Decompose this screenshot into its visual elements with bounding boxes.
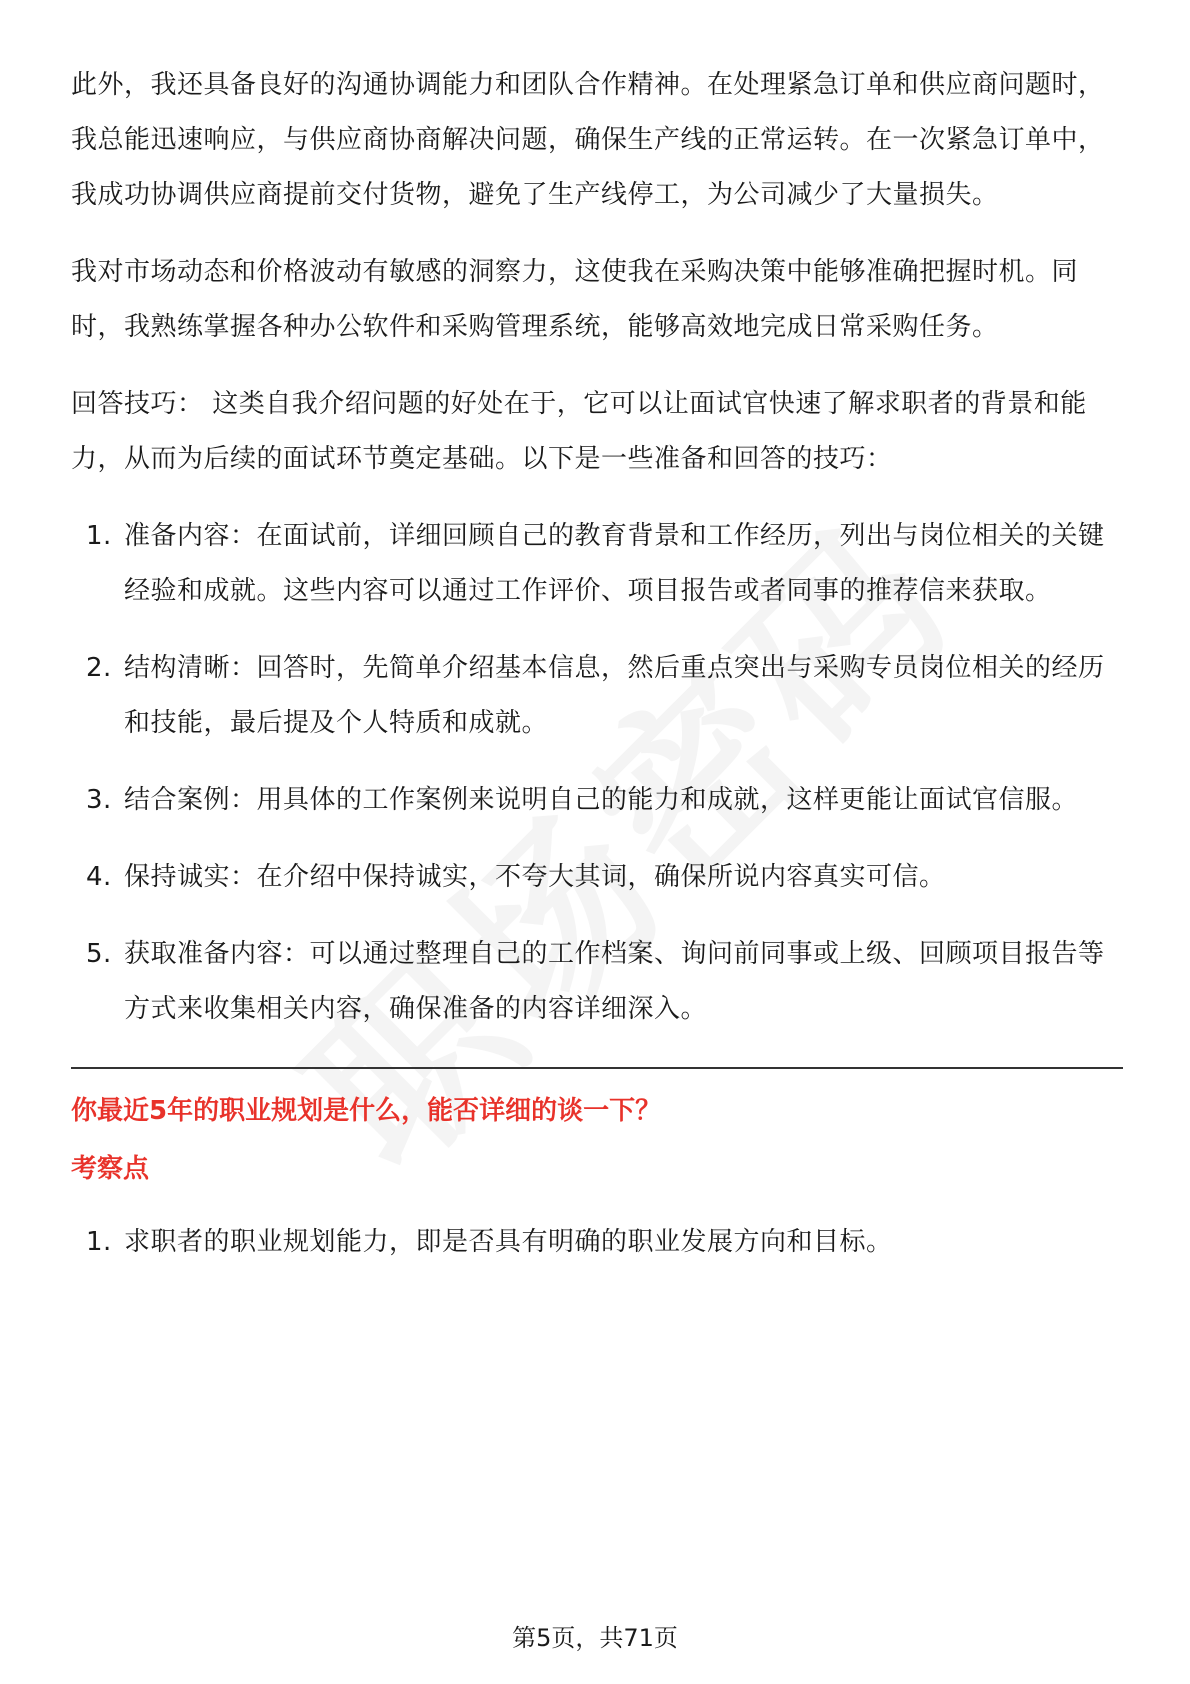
paragraph-answer-tips: 回答技巧： 这类自我介绍问题的好处在于，它可以让面试官快速了解求职者的背景和能力，从而为后续的面试环节奠定基础。以下是一些准备和回答的技巧：	[71, 389, 1087, 474]
list-number: 1.	[86, 521, 112, 551]
list-item	[71, 509, 1123, 619]
paragraph-communication: 此外，我还具备良好的沟通协调能力和团队合作精神。在处理紧急订单和供应商问题时，我总能迅速响应，与供应商协商解决问题，确保生产线的正常运转。在一次紧急订单中，我成功协调供应商提前交付货物，避免了生产线停工，为公司减少了大量损失。	[71, 70, 1105, 210]
list-item	[71, 773, 1123, 828]
list-number: 1.	[86, 1227, 112, 1257]
list-text: 保持诚实：在介绍中保持诚实，不夸大其词，确保所说内容真实可信。	[124, 862, 946, 892]
list-item	[71, 641, 1123, 751]
list-text: 结构清晰：回答时，先简单介绍基本信息，然后重点突出与采购专员岗位相关的经历和技能，最后提及个人特质和成就。	[124, 653, 1105, 738]
list-number: 5.	[86, 939, 112, 969]
list-item	[71, 1215, 1123, 1270]
list-item	[71, 927, 1123, 1037]
section-subheading: 考察点	[71, 1154, 150, 1184]
list-text: 准备内容：在面试前，详细回顾自己的教育背景和工作经历，列出与岗位相关的关键经验和成就。这些内容可以通过工作评价、项目报告或者同事的推荐信来获取。	[124, 521, 1105, 606]
points-list	[71, 1215, 1123, 1270]
page-content	[71, 58, 1123, 1292]
tips-list	[71, 509, 1123, 1037]
section-divider	[71, 1067, 1123, 1069]
list-text: 求职者的职业规划能力，即是否具有明确的职业发展方向和目标。	[124, 1227, 893, 1257]
list-number: 3.	[86, 785, 112, 815]
list-text: 结合案例：用具体的工作案例来说明自己的能力和成就，这样更能让面试官信服。	[124, 785, 1079, 815]
list-number: 4.	[86, 862, 112, 892]
list-text: 获取准备内容：可以通过整理自己的工作档案、询问前同事或上级、回顾项目报告等方式来收集相关内容，确保准备的内容详细深入。	[124, 939, 1105, 1024]
page-number-footer: 第5页，共71页	[512, 1624, 678, 1652]
paragraph-market-insight: 我对市场动态和价格波动有敏感的洞察力，这使我在采购决策中能够准确把握时机。同时，我熟练掌握各种办公软件和采购管理系统，能够高效地完成日常采购任务。	[71, 257, 1079, 342]
list-number: 2.	[86, 653, 112, 683]
question-heading: 你最近5年的职业规划是什么，能否详细的谈一下？	[71, 1096, 662, 1126]
list-item	[71, 850, 1123, 905]
